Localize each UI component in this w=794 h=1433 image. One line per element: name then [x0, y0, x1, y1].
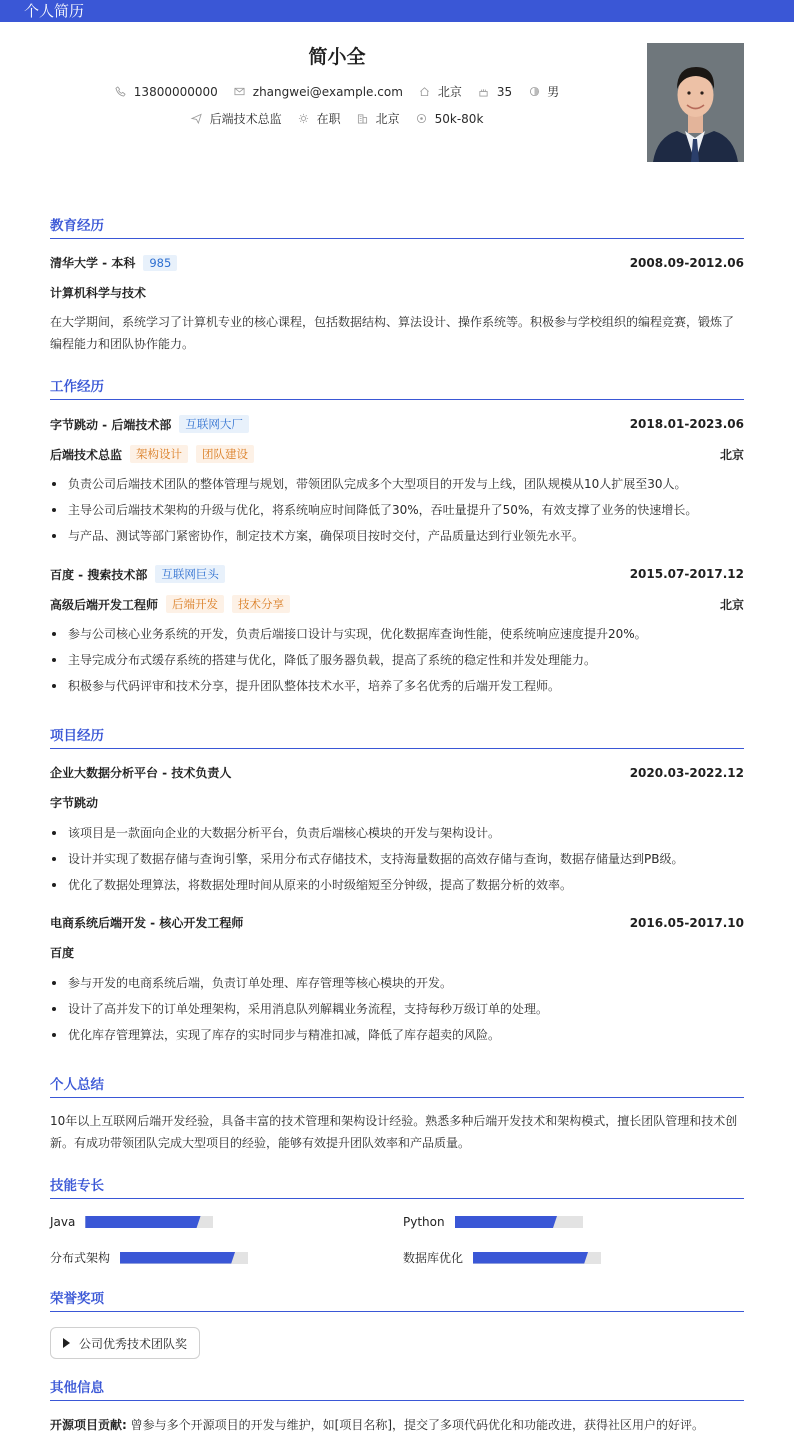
list-item: 设计并实现了数据存储与查询引擎，采用分布式存储技术，支持海量数据的高效存储与查询，数据存储量达到PB级。 — [50, 846, 744, 872]
education-section — [50, 214, 744, 351]
award-item[interactable] — [50, 1327, 200, 1359]
status-value: 在职 — [316, 112, 341, 126]
project-bullets — [50, 820, 744, 898]
list-item: 参与公司核心业务系统的开发，负责后端接口设计与实现，优化数据库查询性能，使系统响应速度提升20%。 — [50, 621, 744, 647]
gender-value: 男 — [547, 85, 560, 99]
award-label: 公司优秀技术团队奖 — [79, 1336, 188, 1351]
job-skill-tag: 技术分享 — [232, 595, 290, 613]
salary-icon — [416, 113, 428, 125]
work-title: 工作经历 — [50, 375, 744, 400]
job-skill-tag: 团队建设 — [196, 445, 254, 463]
email-info — [234, 85, 403, 99]
age-value: 35 — [496, 84, 513, 99]
gender-icon — [528, 86, 540, 98]
school-tag: 985 — [143, 255, 177, 271]
list-item: 优化了数据处理算法，将数据处理时间从原来的小时级缩短至分钟级，提高了数据分析的效率。 — [50, 872, 744, 898]
phone-icon — [115, 86, 127, 98]
resume-page — [0, 22, 794, 1432]
skill-bar — [120, 1252, 248, 1264]
list-item: 积极参与代码评审和技术分享，提升团队整体技术水平，培养了多名优秀的后端开发工程师。 — [50, 673, 744, 699]
skill-name: 分布式架构 — [50, 1251, 111, 1265]
project-company: 百度 — [50, 946, 75, 960]
age-info — [478, 85, 512, 99]
job-skill-tag: 后端开发 — [166, 595, 224, 613]
project-name: 电商系统后端开发 - 核心开发工程师 — [50, 916, 244, 930]
summary-section — [50, 1073, 744, 1150]
skill-item — [403, 1249, 601, 1266]
skill-bar — [85, 1216, 213, 1228]
skills-title: 技能专长 — [50, 1174, 744, 1199]
city-value: 北京 — [437, 85, 462, 99]
project-header-row — [50, 914, 744, 931]
job-role: 高级后端开发工程师 — [50, 597, 159, 612]
project-name: 企业大数据分析平台 - 技术负责人 — [50, 766, 232, 780]
play-icon — [63, 1338, 70, 1348]
education-date: 2008.09-2012.06 — [629, 255, 744, 270]
phone-number: 13800000000 — [133, 84, 218, 99]
job-header-row — [50, 565, 744, 583]
list-item: 该项目是一款面向企业的大数据分析平台，负责后端核心模块的开发与架构设计。 — [50, 820, 744, 846]
position-value: 后端技术总监 — [209, 112, 282, 126]
status-info — [298, 110, 341, 127]
education-header-row — [50, 254, 744, 271]
gender-info — [528, 83, 559, 100]
job-role-row — [50, 445, 744, 463]
profile-photo — [647, 43, 744, 162]
skill-bar — [473, 1252, 601, 1264]
skill-bar — [455, 1216, 583, 1228]
job-role-row — [50, 595, 744, 613]
salary-info — [416, 112, 484, 126]
other-text: 曾参与多个开源项目的开发与维护，如[项目名称]，提交了多项代码优化和功能改进，获得社区用户的好评。 — [130, 1418, 705, 1432]
candidate-name: 简小全 — [308, 46, 366, 68]
job-skill-tag: 架构设计 — [130, 445, 188, 463]
job-date: 2018.01-2023.06 — [629, 417, 744, 431]
status-icon — [298, 113, 310, 125]
job-bullets — [50, 471, 744, 549]
work-section — [50, 375, 744, 693]
skill-name: 数据库优化 — [403, 1251, 464, 1265]
job-company: 百度 - 搜索技术部 — [50, 567, 148, 582]
school-name: 清华大学 - 本科 — [50, 256, 136, 270]
list-item: 负责公司后端技术团队的整体管理与规划，带领团队完成多个大型项目的开发与上线，团队规模从10人扩展至30人。 — [50, 471, 744, 497]
skills-section — [50, 1174, 744, 1265]
top-bar-title: 个人简历 — [24, 2, 85, 20]
other-info — [50, 1416, 704, 1433]
project-date: 2020.03-2022.12 — [629, 765, 744, 780]
project-company-row — [50, 794, 744, 811]
project-company-row — [50, 944, 744, 961]
work-city-value: 北京 — [375, 112, 400, 126]
job-location: 北京 — [719, 597, 744, 612]
mail-icon — [234, 86, 246, 98]
job-header-row — [50, 415, 744, 433]
phone-info — [115, 85, 218, 99]
resume-header — [0, 22, 794, 170]
work-city-info — [357, 110, 400, 127]
skill-bar-fill — [85, 1216, 200, 1228]
skill-bar-fill — [455, 1216, 557, 1228]
skill-name: Python — [403, 1215, 445, 1229]
job-intent-row — [0, 110, 674, 127]
summary-text: 10年以上互联网后端开发经验，具备丰富的技术管理和架构设计经验。熟悉多种后端开发技术和架构模式，擅长团队管理和技术创新。有成功带领团队完成大型项目的经验，能够有效提升团队效率和产品质量。 — [50, 1114, 738, 1150]
skill-bar-fill — [473, 1252, 588, 1264]
job-role: 后端技术总监 — [50, 447, 123, 462]
list-item: 主导完成分布式缓存系统的搭建与优化，降低了服务器负载，提高了系统的稳定性和并发处理能力。 — [50, 647, 744, 673]
job-date: 2015.07-2017.12 — [629, 567, 744, 581]
other-label: 开源项目贡献: — [50, 1418, 127, 1432]
job-company-tag: 互联网巨头 — [155, 565, 225, 583]
other-section — [50, 1376, 744, 1432]
list-item: 设计了高并发下的订单处理架构，采用消息队列解耦业务流程，支持每秒万级订单的处理。 — [50, 996, 744, 1022]
skill-item — [50, 1215, 213, 1229]
send-icon — [191, 113, 203, 125]
position-info — [191, 110, 282, 127]
email-address: zhangwei@example.com — [252, 84, 403, 99]
job-bullets — [50, 621, 744, 699]
education-title: 教育经历 — [50, 214, 744, 239]
job-location: 北京 — [719, 447, 744, 462]
project-bullets — [50, 970, 744, 1048]
list-item: 优化库存管理算法，实现了库存的实时同步与精准扣减，降低了库存超卖的风险。 — [50, 1022, 744, 1048]
top-bar — [0, 0, 794, 22]
project-company: 字节跳动 — [50, 796, 99, 810]
education-description: 在大学期间，系统学习了计算机专业的核心课程，包括数据结构、算法设计、操作系统等。积极参与学校组织的编程竞赛，锻炼了编程能力和团队协作能力。 — [50, 315, 735, 351]
other-title: 其他信息 — [50, 1376, 744, 1401]
salary-value: 50k-80k — [434, 111, 484, 126]
building-icon — [357, 113, 369, 125]
projects-title: 项目经历 — [50, 724, 744, 749]
major-row — [50, 284, 744, 301]
skill-item — [50, 1249, 248, 1266]
list-item: 参与开发的电商系统后端，负责订单处理、库存管理等核心模块的开发。 — [50, 970, 744, 996]
skill-item — [403, 1215, 583, 1229]
job-company: 字节跳动 - 后端技术部 — [50, 417, 172, 432]
awards-section — [50, 1287, 744, 1351]
list-item: 与产品、测试等部门紧密协作，制定技术方案，确保项目按时交付，产品质量达到行业领先水平。 — [50, 523, 744, 549]
skill-bar-fill — [120, 1252, 235, 1264]
major-name: 计算机科学与技术 — [50, 286, 147, 300]
awards-title: 荣誉奖项 — [50, 1287, 744, 1312]
project-date: 2016.05-2017.10 — [629, 915, 744, 930]
contact-row — [0, 83, 674, 100]
home-icon — [419, 86, 431, 98]
list-item: 主导公司后端技术架构的升级与优化，将系统响应时间降低了30%，吞吐量提升了50%，有效支撑了业务的快速增长。 — [50, 497, 744, 523]
project-header-row — [50, 764, 744, 781]
age-icon — [478, 86, 490, 98]
projects-section — [50, 724, 744, 1042]
job-company-tag: 互联网大厂 — [179, 415, 249, 433]
summary-title: 个人总结 — [50, 1073, 744, 1098]
skill-name: Java — [50, 1215, 76, 1229]
city-info — [419, 83, 462, 100]
